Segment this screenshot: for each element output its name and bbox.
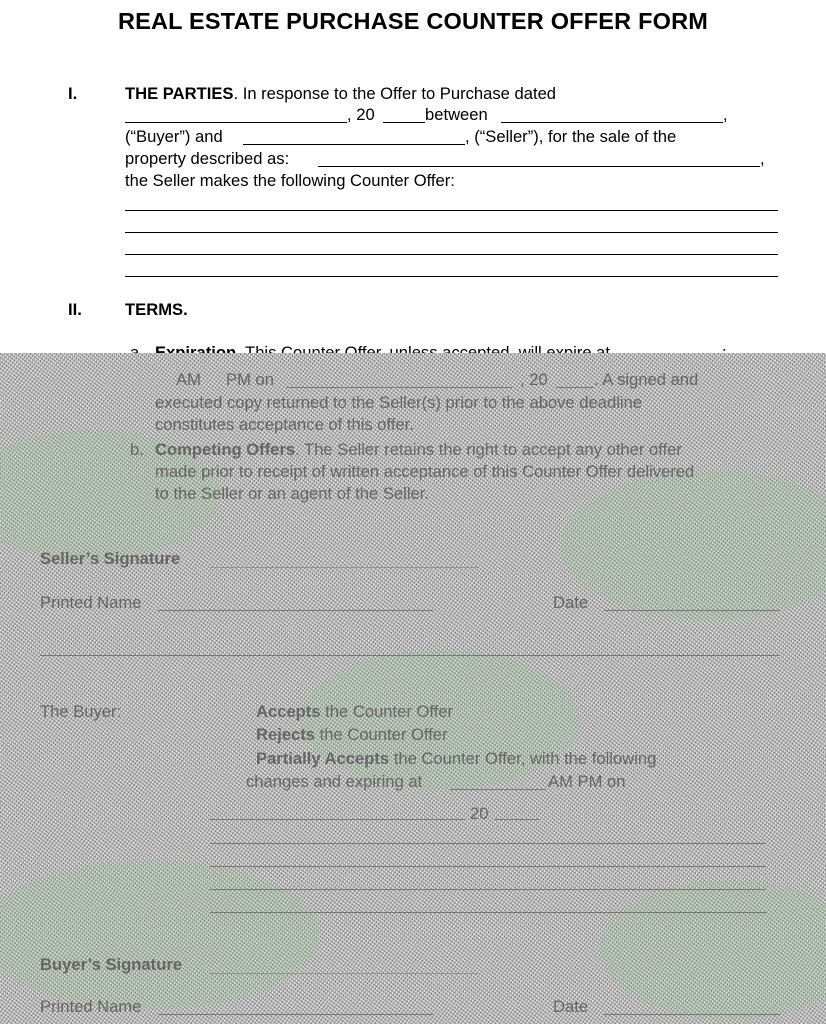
seller-printed-name-field[interactable]	[158, 610, 433, 611]
parties-text-1: . In response to the Offer to Purchase dated	[233, 84, 557, 103]
buyer-changes-line-4[interactable]	[210, 912, 766, 913]
counter-offer-line-2[interactable]	[125, 232, 778, 233]
year-prefix: , 20	[520, 370, 548, 389]
section-numeral-parties: I.	[68, 84, 78, 103]
buyer-changes-line-1[interactable]	[210, 843, 766, 844]
term-a-line-3: executed copy returned to the Seller(s) prior to the above deadline	[155, 393, 643, 412]
seller-signature-label: Seller’s Signature	[40, 549, 181, 568]
comma: ,	[760, 149, 765, 168]
term-b-letter: b.	[130, 440, 144, 459]
checkbox-icon	[246, 707, 256, 717]
property-blank[interactable]	[318, 166, 760, 167]
counter-offer-intro: the Seller makes the following Counter Offer:	[125, 171, 455, 190]
signed-copy-text: . A signed and	[594, 370, 699, 389]
accepts-rest: the Counter Offer	[320, 702, 454, 721]
buyer-label: (“Buyer”) and	[125, 127, 223, 146]
am-pm-on-label: AM PM on	[548, 772, 626, 791]
seller-signature-field[interactable]	[210, 567, 478, 568]
changes-expiring-label: changes and expiring at	[246, 772, 423, 791]
buyer-name-blank[interactable]	[501, 122, 723, 123]
term-a-line-4: constitutes acceptance of this offer.	[155, 415, 414, 434]
buyer-expire-time-blank[interactable]	[450, 789, 546, 790]
section-divider	[40, 655, 780, 656]
buyer-response-label: The Buyer:	[40, 702, 122, 721]
between-label: between	[425, 105, 488, 124]
buyer-expire-year-blank[interactable]	[494, 819, 540, 820]
term-b-line-3: to the Seller or an agent of the Seller.	[155, 484, 429, 503]
seller-date-label: Date	[553, 593, 589, 612]
year-prefix: 20	[470, 804, 489, 823]
am-option[interactable]: AM	[176, 370, 201, 389]
buyer-date-field[interactable]	[604, 1014, 780, 1015]
parties-heading: THE PARTIES	[125, 84, 234, 103]
terms-heading: TERMS.	[125, 300, 188, 319]
competing-offers-text: . The Seller retains the right to accept any other offer	[295, 440, 682, 459]
section-numeral-terms: II.	[68, 300, 82, 319]
parties-line-1	[125, 83, 556, 105]
rejects-option[interactable]	[246, 724, 448, 746]
seller-label: , (“Seller”), for the sale of the	[465, 127, 677, 146]
seller-printed-name-label: Printed Name	[40, 593, 142, 612]
buyer-date-label: Date	[553, 997, 589, 1016]
expiration-date-blank[interactable]	[286, 387, 512, 388]
accepts-option[interactable]	[246, 701, 453, 723]
rejects-bold: Rejects	[256, 725, 316, 744]
competing-offers-heading: Competing Offers	[155, 440, 296, 459]
offer-year-blank[interactable]	[383, 122, 425, 123]
year-prefix: , 20	[347, 105, 375, 124]
checkbox-icon	[246, 730, 256, 740]
pm-option[interactable]: PM on	[226, 370, 274, 389]
expiration-year-blank[interactable]	[556, 387, 594, 388]
buyer-printed-name-field[interactable]	[158, 1014, 433, 1015]
counter-offer-line-4[interactable]	[125, 276, 778, 277]
seller-name-blank[interactable]	[243, 144, 465, 145]
buyer-signature-field[interactable]	[210, 973, 478, 974]
counter-offer-line-3[interactable]	[125, 254, 778, 255]
term-b-line-1	[155, 439, 682, 461]
comma: ,	[723, 105, 728, 124]
buyer-printed-name-label: Printed Name	[40, 997, 142, 1016]
buyer-changes-line-2[interactable]	[210, 866, 766, 867]
property-label: property described as:	[125, 149, 290, 168]
buyer-signature-label: Buyer’s Signature	[40, 955, 183, 974]
buyer-changes-line-3[interactable]	[210, 889, 766, 890]
partial-rest: the Counter Offer, with the following	[389, 749, 657, 768]
partial-accept-option[interactable]	[246, 748, 656, 770]
counter-offer-line-1[interactable]	[125, 210, 778, 211]
term-b-line-2: made prior to receipt of written acceptance of this Counter Offer delivered	[155, 462, 695, 481]
offer-date-blank[interactable]	[125, 122, 347, 123]
accepts-bold: Accepts	[256, 702, 321, 721]
form-title: REAL ESTATE PURCHASE COUNTER OFFER FORM	[117, 8, 709, 34]
seller-date-field[interactable]	[604, 610, 780, 611]
buyer-expire-date-blank[interactable]	[210, 819, 466, 820]
checkbox-icon	[246, 754, 256, 764]
partial-bold: Partially Accepts	[256, 749, 390, 768]
rejects-rest: the Counter Offer	[315, 725, 448, 744]
